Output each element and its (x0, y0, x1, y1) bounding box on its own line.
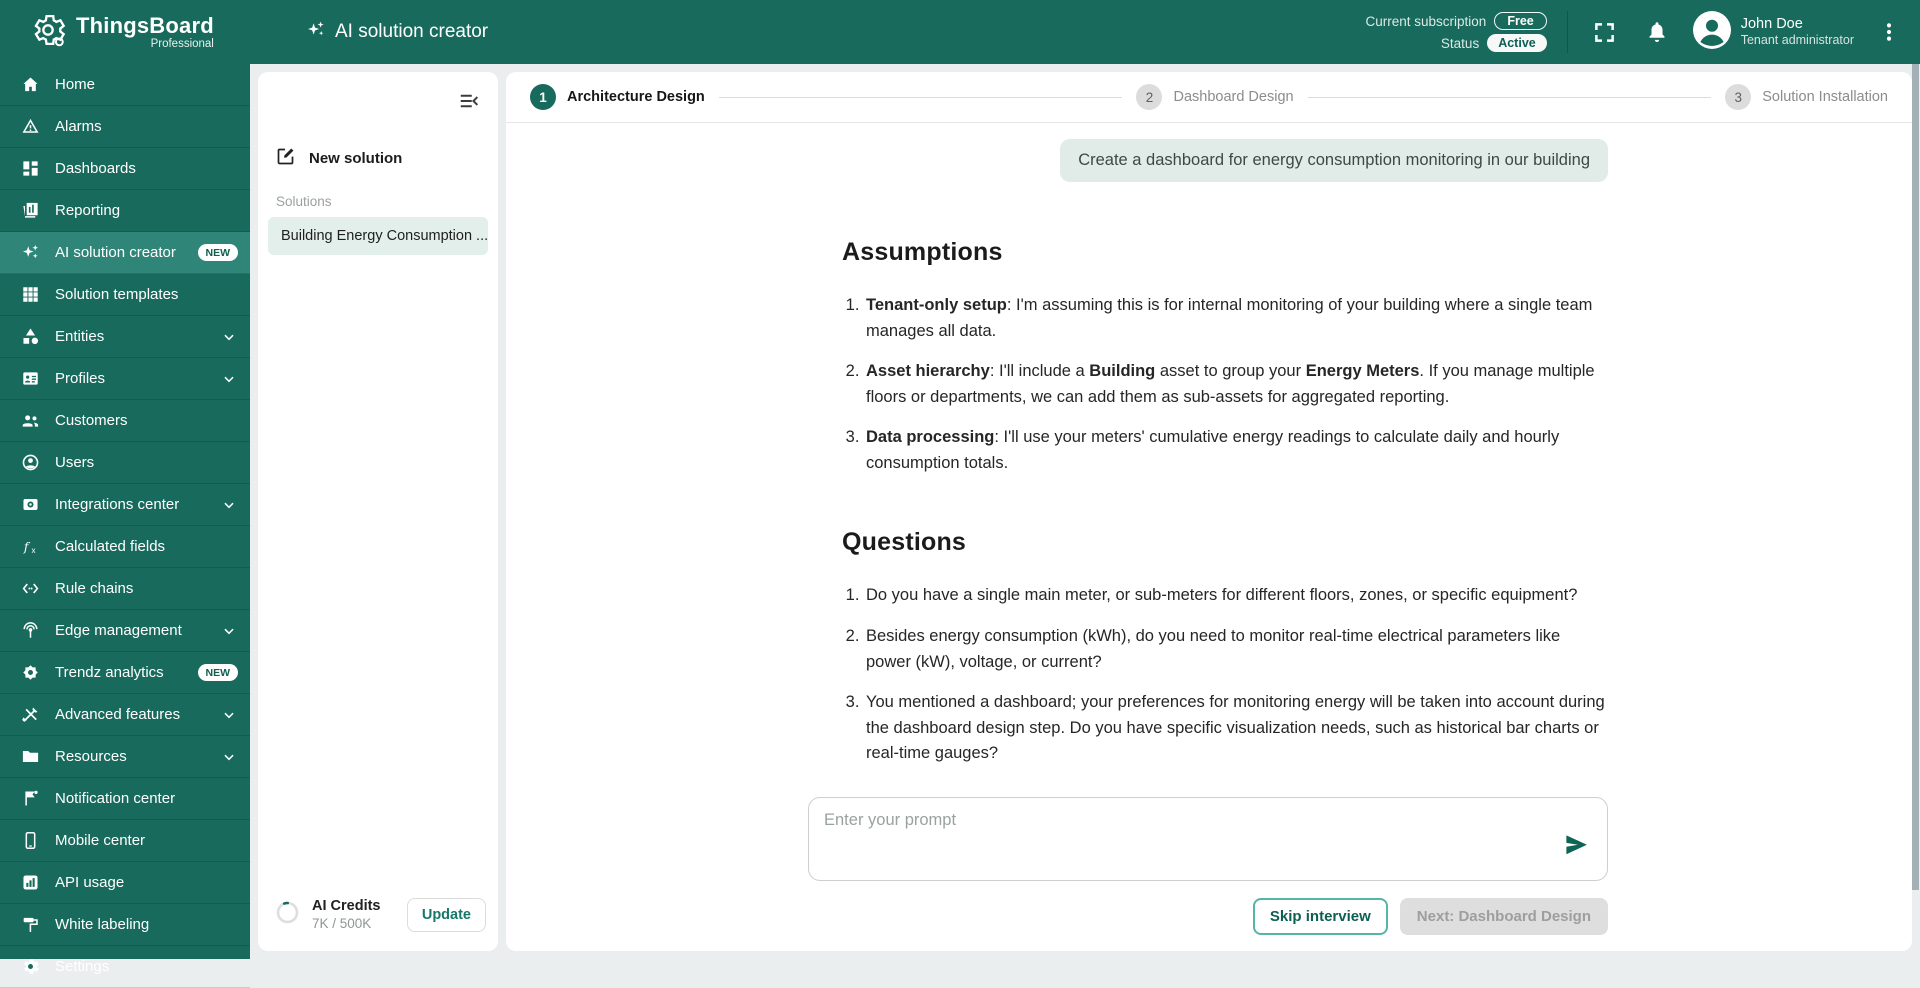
thingsboard-logo-icon (30, 12, 66, 53)
top-bar-divider (1567, 11, 1568, 53)
sidebar-item-reporting[interactable] (0, 190, 250, 232)
sidebar-item-label: Entities (55, 328, 105, 345)
step-label: Dashboard Design (1173, 89, 1294, 105)
sidebar-item-mobile-center[interactable] (0, 820, 250, 862)
main-content (506, 72, 1912, 951)
thingsboard-logo[interactable] (0, 12, 250, 53)
step-number: 2 (1136, 84, 1162, 110)
sidebar-item-home[interactable] (0, 64, 250, 106)
collapse-panel-button[interactable] (454, 86, 484, 116)
chevron-down-icon (220, 496, 238, 514)
step-dashboard-design[interactable] (1136, 84, 1293, 110)
sidebar-item-integrations-center[interactable] (0, 484, 250, 526)
ai-credits-row (258, 883, 498, 951)
user-name: John Doe (1740, 16, 1803, 33)
step-connector (1308, 97, 1712, 98)
sidebar-item-notification-center[interactable] (0, 778, 250, 820)
customers-icon (20, 411, 40, 431)
question-item: 3. You mentioned a dashboard; your preferences for monitoring energy will be taken into account during the dashboard design step. Do you have specific visualization needs, such as historical bar charts or real-time gauges? (864, 690, 1608, 767)
sidebar-item-label: Customers (55, 412, 128, 429)
sidebar-item-label: AI solution creator (55, 244, 176, 261)
conversation-area (506, 123, 1912, 783)
folder-icon (20, 747, 40, 767)
sidebar-item-label: Resources (55, 748, 127, 765)
svg-text:x: x (30, 546, 35, 556)
step-connector (719, 97, 1123, 98)
sidebar-item-trendz-analytics[interactable] (0, 652, 250, 694)
step-solution-installation[interactable] (1725, 84, 1888, 110)
sidebar-item-label: Notification center (55, 790, 176, 807)
sidebar-item-profiles[interactable] (0, 358, 250, 400)
main-sidebar (0, 64, 250, 975)
sidebar-item-advanced-features[interactable] (0, 694, 250, 736)
templates-icon (20, 285, 40, 305)
chevron-down-icon (220, 328, 238, 346)
update-credits-button[interactable]: Update (407, 898, 486, 932)
page-title-label: AI solution creator (335, 21, 489, 42)
sidebar-item-settings[interactable] (0, 946, 250, 988)
step-number: 1 (530, 84, 556, 110)
questions-title: Questions (842, 528, 967, 557)
sidebar-item-label: Edge management (55, 622, 182, 639)
tools-icon (20, 705, 40, 725)
sidebar-item-entities[interactable] (0, 316, 250, 358)
dashboards-icon (20, 159, 40, 179)
user-menu[interactable] (1693, 11, 1854, 54)
status-badge: Active (1487, 34, 1547, 52)
top-bar (0, 0, 1920, 64)
prompt-input[interactable] (808, 797, 1608, 881)
top-bar-right (1366, 11, 1920, 54)
logo-title: ThingsBoard (76, 12, 214, 38)
solutions-section-label: Solutions (276, 194, 332, 209)
sidebar-item-label: Calculated fields (55, 538, 166, 555)
next-dashboard-design-button[interactable]: Next: Dashboard Design (1400, 898, 1608, 935)
home-icon (20, 75, 40, 95)
fx-icon (20, 537, 40, 557)
ai-sparkle-icon (306, 19, 326, 45)
assumption-item: 2. Asset hierarchy: I'll include a Building asset to group your Energy Meters. If you manage multiple floors or departments, we can add them as sub-assets for aggregated reporting. (864, 359, 1608, 410)
ai-sparkle-icon (20, 243, 40, 263)
new-solution-label: New solution (309, 149, 403, 167)
status-label: Status (1440, 35, 1480, 51)
sidebar-item-calculated-fields[interactable] (0, 526, 250, 568)
assumption-item: 1. Tenant-only setup: I'm assuming this is for internal monitoring of your building where a single team manages all data. (864, 293, 1608, 344)
sidebar-item-label: Reporting (55, 202, 121, 219)
questions-list (836, 583, 1608, 766)
ai-credits-title: AI Credits (312, 897, 381, 914)
sidebar-item-api-usage[interactable] (0, 862, 250, 904)
prompt-composer (808, 797, 1608, 886)
sidebar-item-ai-solution-creator[interactable] (0, 232, 250, 274)
chevron-down-icon (220, 748, 238, 766)
wizard-actions (808, 898, 1608, 935)
sidebar-item-rule-chains[interactable] (0, 568, 250, 610)
sidebar-item-label: Settings (55, 958, 110, 975)
chevron-down-icon (220, 706, 238, 724)
solutions-list (258, 215, 498, 257)
sidebar-item-label: Home (55, 76, 96, 93)
svg-text:f: f (23, 539, 28, 554)
step-architecture-design[interactable] (530, 84, 705, 110)
assumptions-list (836, 293, 1608, 476)
users-icon (20, 453, 40, 473)
sidebar-item-label: Trendz analytics (55, 664, 164, 681)
sidebar-scrollbar[interactable] (1912, 64, 1919, 890)
gear-icon (20, 957, 40, 977)
send-button[interactable] (1559, 827, 1594, 862)
edit-square-icon (276, 146, 296, 170)
skip-interview-button[interactable]: Skip interview (1253, 898, 1388, 935)
sidebar-item-label: Integrations center (55, 496, 180, 513)
step-label: Solution Installation (1762, 89, 1888, 105)
sidebar-item-label: Profiles (55, 370, 106, 387)
user-message-bubble: Create a dashboard for energy consumption monitoring in our building (1060, 139, 1608, 182)
subscription-badge[interactable]: Free (1494, 12, 1546, 30)
solution-list-item[interactable]: Building Energy Consumption ... (268, 217, 488, 255)
integrations-icon (20, 495, 40, 515)
credits-progress-ring (274, 899, 301, 931)
sidebar-item-label: Advanced features (55, 706, 181, 723)
notifications-bell-button[interactable] (1641, 16, 1673, 48)
solutions-panel (258, 72, 498, 951)
page-title (306, 19, 488, 45)
wizard-stepper (506, 72, 1912, 123)
edge-icon (20, 621, 40, 641)
avatar (1693, 11, 1731, 54)
sidebar-item-users[interactable] (0, 442, 250, 484)
mobile-icon (20, 831, 40, 851)
sidebar-item-dashboards[interactable] (0, 148, 250, 190)
entities-icon (20, 327, 40, 347)
chevron-down-icon (220, 370, 238, 388)
sidebar-item-label: Rule chains (55, 580, 134, 597)
question-item: 2. Besides energy consumption (kWh), do you need to monitor real-time electrical parameters like power (kW), voltage, or current? (864, 624, 1608, 675)
sidebar-item-label: White labeling (55, 916, 150, 933)
sidebar-item-white-labeling[interactable] (0, 904, 250, 946)
question-item: 1. Do you have a single main meter, or sub-meters for different floors, zones, or specific equipment? (864, 583, 1608, 609)
sidebar-item-resources[interactable] (0, 736, 250, 778)
user-role: Tenant administrator (1740, 33, 1854, 48)
logo-subtitle: Professional (150, 38, 214, 51)
ai-credits-usage: 7K / 500K (312, 916, 372, 932)
sidebar-item-label: Solution templates (55, 286, 179, 303)
sidebar-item-label: API usage (55, 874, 125, 891)
kebab-menu-button[interactable] (1874, 17, 1904, 47)
fullscreen-button[interactable] (1588, 16, 1621, 49)
new-badge: NEW (198, 664, 239, 681)
chevron-down-icon (220, 622, 238, 640)
assistant-response (836, 238, 1608, 767)
alarm-icon (20, 117, 40, 137)
sidebar-item-solution-templates[interactable] (0, 274, 250, 316)
assumptions-title: Assumptions (842, 238, 1003, 266)
api-icon (20, 873, 40, 893)
sidebar-item-edge-management[interactable] (0, 610, 250, 652)
sidebar-item-label: Mobile center (55, 832, 146, 849)
trendz-icon (20, 663, 40, 683)
new-badge: NEW (198, 244, 239, 261)
rule-chains-icon (20, 579, 40, 599)
profiles-icon (20, 369, 40, 389)
sidebar-item-label: Alarms (55, 118, 102, 135)
sidebar-item-customers[interactable] (0, 400, 250, 442)
flag-icon (20, 789, 40, 809)
sidebar-item-alarms[interactable] (0, 106, 250, 148)
sidebar-item-label: Dashboards (55, 160, 136, 177)
new-solution-button[interactable] (258, 136, 498, 180)
sidebar-item-label: Users (55, 454, 95, 471)
reporting-icon (20, 201, 40, 221)
roller-icon (20, 915, 40, 935)
subscription-block (1366, 12, 1547, 52)
assumption-item: 3. Data processing: I'll use your meters' cumulative energy readings to calculate daily and hourly consumption totals. (864, 425, 1608, 476)
subscription-label: Current subscription (1365, 13, 1487, 29)
step-label: Architecture Design (567, 89, 705, 105)
step-number: 3 (1725, 84, 1751, 110)
